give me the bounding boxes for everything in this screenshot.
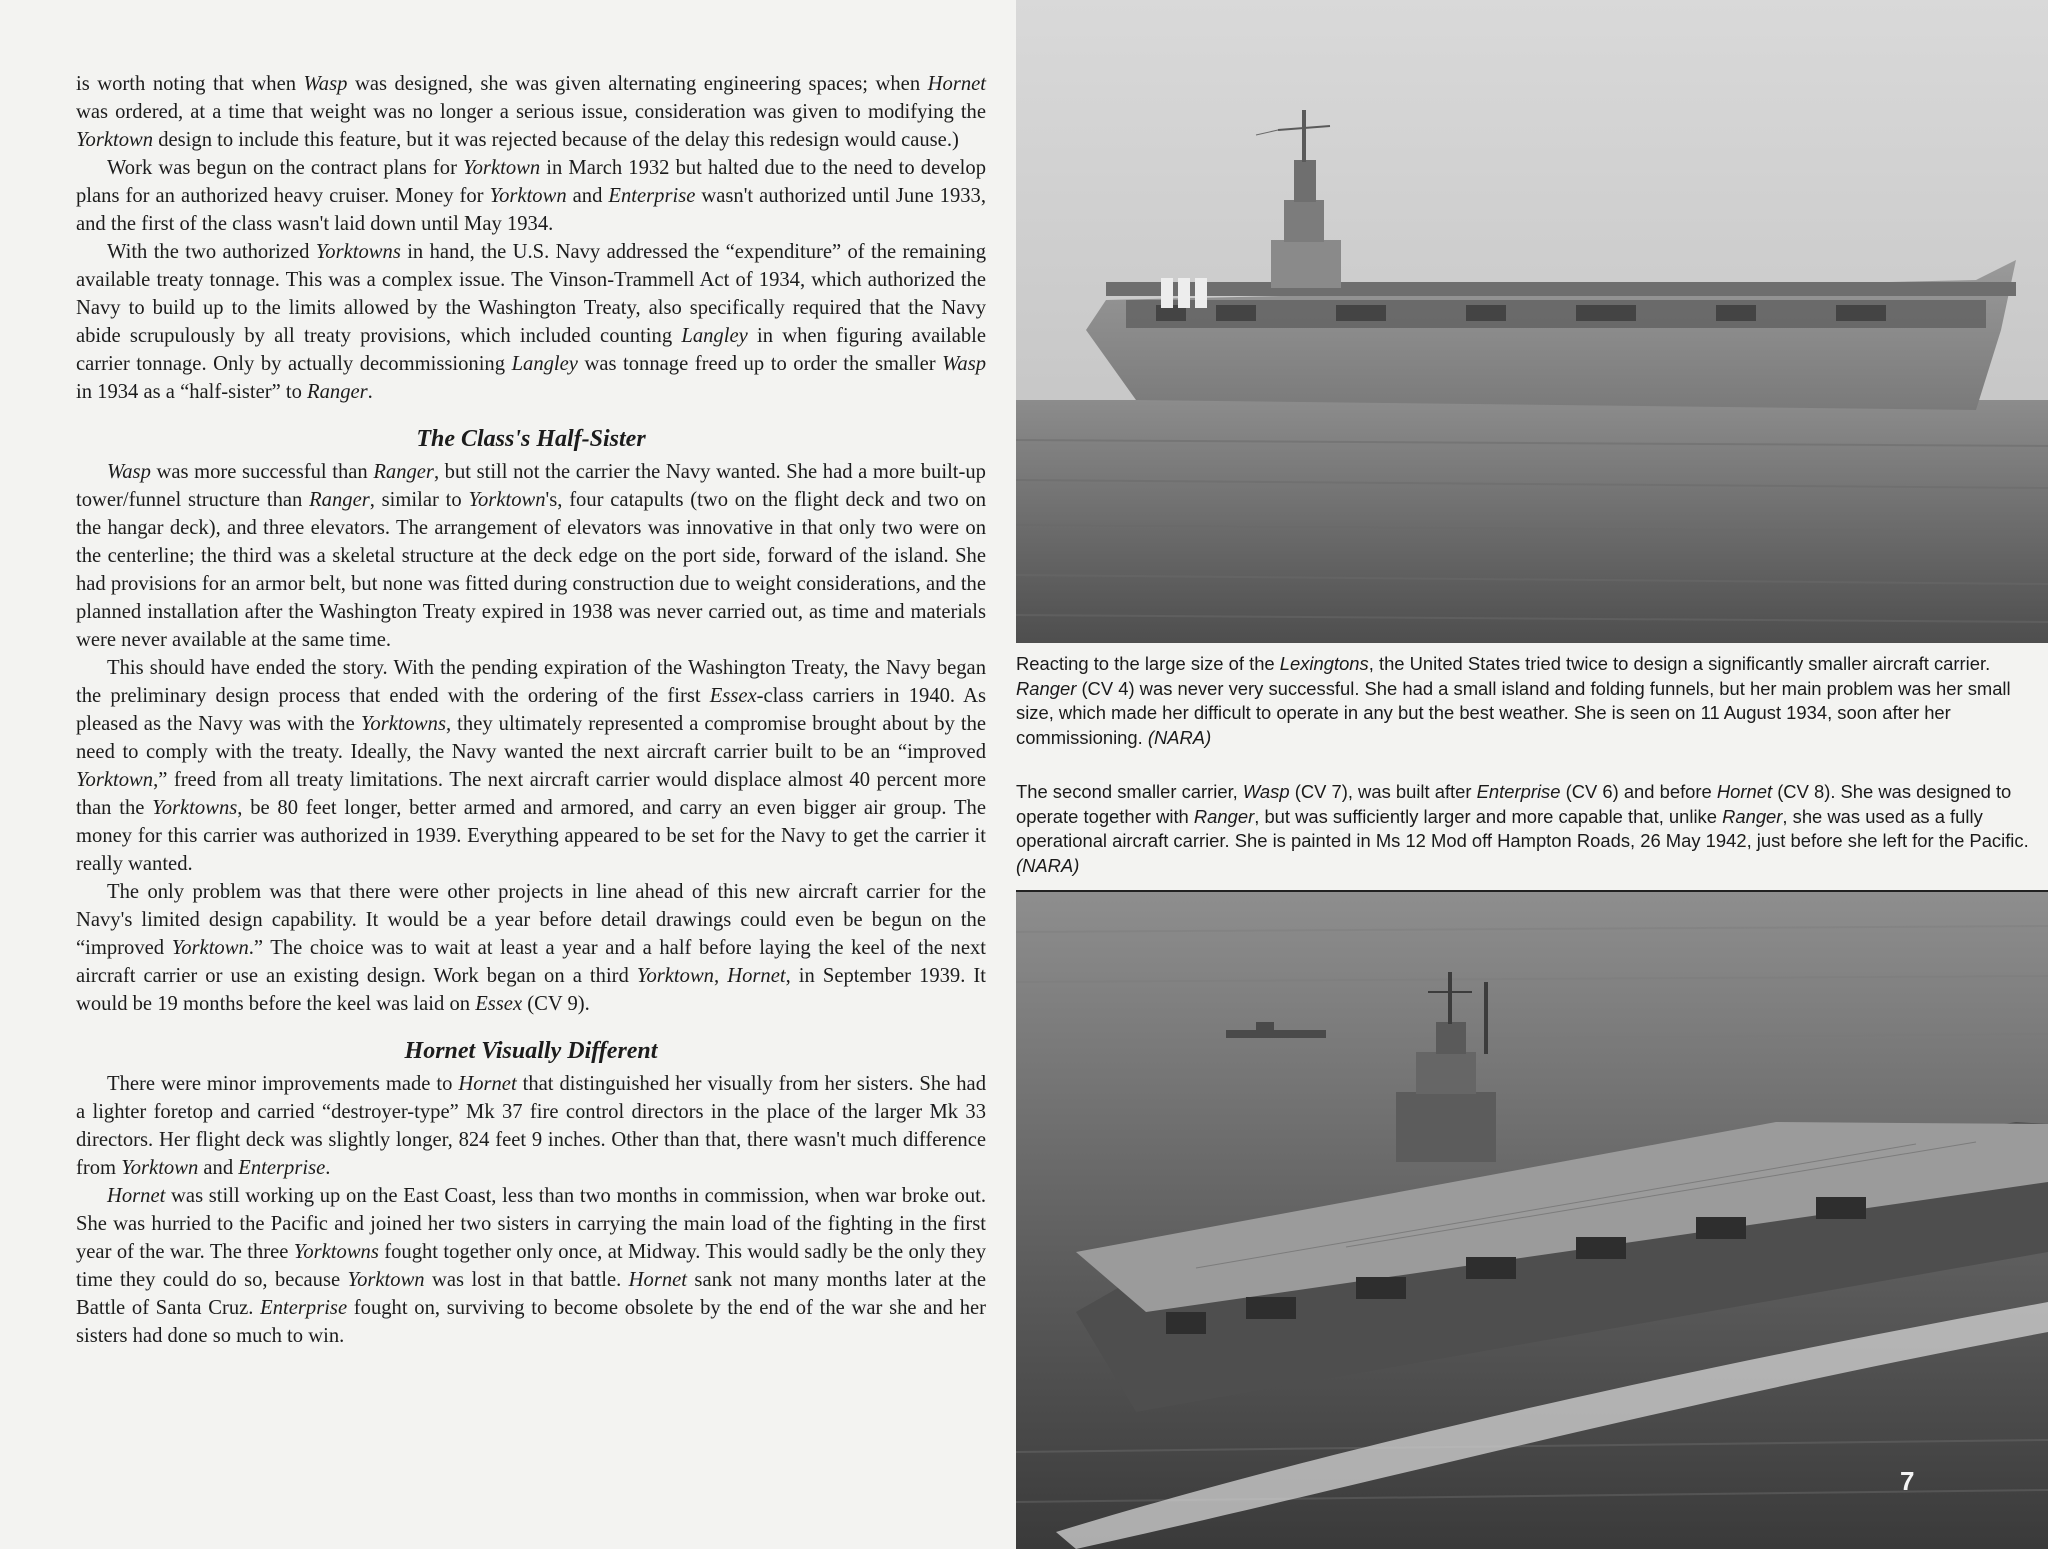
section-heading: Hornet Visually Different — [404, 1038, 658, 1064]
paragraph — [76, 878, 986, 1018]
ship-name: Enterprise — [238, 1157, 326, 1179]
text: in when figuring available carrier tonnage. Only by actually decommissioning — [76, 325, 986, 375]
ranger-photo — [1016, 0, 2048, 643]
ship-name: Enterprise — [260, 1297, 348, 1319]
paragraph — [76, 70, 986, 154]
text: fought on, surviving to become obsolete by the end of the war she and her sisters had done so much to win. — [76, 1297, 986, 1347]
text: This should have ended the story. With the pending expiration of the Washington Treaty, the Navy began the preliminary design process that ended with the ordering of the first — [76, 657, 986, 707]
ship-name: Yorktowns — [152, 797, 238, 819]
text: . — [367, 381, 373, 403]
photo-credit: (NARA) — [1016, 854, 1080, 876]
text: , but still not the carrier the Navy wanted. She had a more built-up tower/funnel structure than — [76, 461, 986, 511]
ship-name: Yorktowns — [315, 241, 401, 263]
ship-name: Wasp — [303, 73, 348, 95]
ship-name: Wasp — [107, 461, 151, 483]
text: (CV 6) and before — [1560, 781, 1717, 802]
ship-name: Langley — [511, 353, 578, 375]
text: -class carriers in 1940. As pleased as the Navy was with the — [76, 685, 986, 735]
text: design to include this feature, but it was rejected because of the delay this redesign would cause.) — [153, 129, 959, 151]
ship-name: Hornet — [458, 1073, 517, 1095]
text: was designed, she was given alternating engineering spaces; when — [347, 73, 928, 95]
ship-name: Hornet — [107, 1185, 166, 1207]
ship-name: Ranger — [373, 461, 434, 483]
text: , she was used as a fully operational aircraft carrier. She is painted in Ms 12 Mod off Hampton Roads, 26 May 1942, just before she left for the Pacific. — [1016, 805, 2029, 852]
text: Work was begun on the contract plans for — [107, 157, 464, 179]
paragraph — [76, 654, 986, 878]
text: . — [325, 1157, 331, 1179]
text: was more successful than — [150, 461, 374, 483]
text: (CV 8). She was designed to operate together with — [1016, 781, 2012, 827]
ship-name: Yorktowns — [293, 1241, 379, 1263]
text: wasn't authorized until June 1933, and the first of the class wasn't laid down until May 1934. — [76, 185, 986, 235]
text: , the United States tried twice to design a significantly smaller aircraft carrier. — [1368, 653, 1991, 674]
text: was lost in that battle. — [424, 1269, 629, 1291]
ship-name: Hornet — [1716, 781, 1773, 802]
ship-name: Essex — [709, 685, 757, 707]
ship-name: Yorktown — [347, 1269, 425, 1291]
ship-name: Ranger — [1193, 805, 1255, 827]
text: , — [713, 965, 728, 987]
ship-name: Langley — [681, 325, 748, 347]
ship-name: Wasp — [1242, 781, 1290, 802]
article-body — [76, 70, 986, 1350]
ship-name: Essex — [475, 993, 523, 1015]
text: was tonnage freed up to order the smaller — [577, 353, 943, 375]
ship-name: Enterprise — [1476, 781, 1561, 802]
ship-name: Yorktown — [76, 769, 154, 791]
text: in hand, the U.S. Navy addressed the “expenditure” of the remaining available treaty tonnage. This was a complex issue. The Vinson-Trammell Act of 1934, which authorized the Navy to build up to the limits allowed by the Washington Treaty, also specifically required that the Navy abide scrupulously by all treaty provisions, which included counting — [76, 241, 987, 347]
text: fought together only once, at Midway. This would sadly be the only they time they could do so, because — [76, 1241, 986, 1291]
ship-name: Yorktowns — [360, 713, 446, 735]
text: that distinguished her visually from her sisters. She had a lighter foretop and carried “destroyer-type” Mk 37 fire control directors in the place of the larger Mk 33 directors. Her flight deck was slightly longer, 824 feet 9 inches. Other than that, there wasn't much difference from — [76, 1073, 986, 1179]
ship-name: Ranger — [307, 381, 368, 403]
text: With the two authorized — [107, 241, 316, 263]
text: is worth noting that when — [76, 73, 304, 95]
ship-name: Yorktown — [171, 937, 249, 959]
ship-name: Hornet — [727, 965, 786, 987]
paragraph — [76, 238, 986, 406]
text: in 1934 as a “half-sister” to — [76, 381, 308, 403]
ship-name: Enterprise — [608, 185, 696, 207]
ship-name: Yorktown — [121, 1157, 199, 1179]
text: was ordered, at a time that weight was no longer a serious issue, consideration was given to modifying the — [76, 101, 986, 123]
text: .” The choice was to wait at least a year and a half before laying the keel of the next aircraft carrier or use an existing design. Work began on a third — [76, 937, 986, 987]
text: (CV 4) was never very successful. She had a small island and folding funnels, but her main problem was her small size, which made her difficult to operate in any but the best weather. She is seen on 11 August 1934, soon after her commissioning. — [1016, 677, 2011, 748]
ship-name: Wasp — [942, 353, 987, 375]
text: , but was sufficiently larger and more capable that, unlike — [1254, 805, 1723, 827]
text: sank not many months later at the Battle of Santa Cruz. — [76, 1269, 986, 1319]
ship-name: Lexingtons — [1279, 653, 1369, 674]
ship-name: Yorktown — [76, 129, 154, 151]
text: ,” freed from all treaty limitations. The next aircraft carrier would displace almost 40 percent more than the — [76, 769, 986, 819]
ship-name: Yorktown — [468, 489, 546, 511]
wasp-photo — [1016, 890, 2048, 1549]
text: (CV 9). — [522, 993, 590, 1015]
wasp-photo-caption — [1016, 780, 2036, 878]
text: There were minor improvements made to — [107, 1073, 459, 1095]
text: , be 80 feet longer, better armed and armored, and carry an even bigger air group. The money for this carrier was authorized in 1939. Everything appeared to be set for the Navy to get the carrier it really wanted. — [76, 797, 986, 875]
ship-name: Yorktown — [489, 185, 567, 207]
text: (CV 7), was built after — [1289, 781, 1477, 802]
text: and — [566, 185, 609, 207]
paragraph — [76, 458, 986, 654]
text: , they ultimately represented a compromise brought about by the need to comply with the treaty. Ideally, the Navy wanted the next aircraft carrier built to be an “improved — [76, 713, 987, 763]
ship-name: Yorktown — [463, 157, 541, 179]
ship-name: Hornet — [927, 73, 986, 95]
text: The only problem was that there were other projects in line ahead of this new aircraft carrier for the Navy's limited design capability. It would be a year before detail drawings could even be begun on the “improved — [76, 881, 986, 959]
section-heading: The Class's Half-Sister — [416, 426, 646, 452]
text: The second smaller carrier, — [1016, 781, 1243, 802]
paragraph — [76, 154, 986, 238]
text: and — [198, 1157, 239, 1179]
ship-name: Yorktown — [636, 965, 714, 987]
text: in March 1932 but halted due to the need to develop plans for an authorized heavy cruiser. Money for — [76, 157, 986, 207]
ship-name: Ranger — [309, 489, 370, 511]
ship-name: Hornet — [628, 1269, 688, 1291]
text: was still working up on the East Coast, less than two months in commission, when war broke out. She was hurried to the Pacific and joined her two sisters in carrying the main load of the fighting in the first year of the war. The three — [76, 1185, 986, 1263]
photo-credit: (NARA) — [1147, 726, 1212, 748]
text: Reacting to the large size of the — [1016, 653, 1280, 674]
paragraph — [76, 1182, 986, 1350]
page-number: 7 — [1900, 1466, 1915, 1496]
ship-name: Ranger — [1016, 677, 1077, 699]
text: 's, four catapults (two on the flight deck and two on the hangar deck), and three elevators. The arrangement of elevators was innovative in that only two were on the centerline; the third was a skeletal structure at the deck edge on the port side, forward of the island. She had provisions for an armor belt, but none was fitted during construction due to weight considerations, and the planned installation after the Washington Treaty expired in 1938 was never carried out, as time and materials were never available at the same time. — [76, 489, 987, 651]
ranger-photo-caption — [1016, 652, 2036, 750]
text: , in September 1939. It would be 19 months before the keel was laid on — [76, 965, 987, 1015]
text: , similar to — [369, 489, 469, 511]
paragraph — [76, 1070, 986, 1182]
ship-name: Ranger — [1722, 805, 1783, 827]
